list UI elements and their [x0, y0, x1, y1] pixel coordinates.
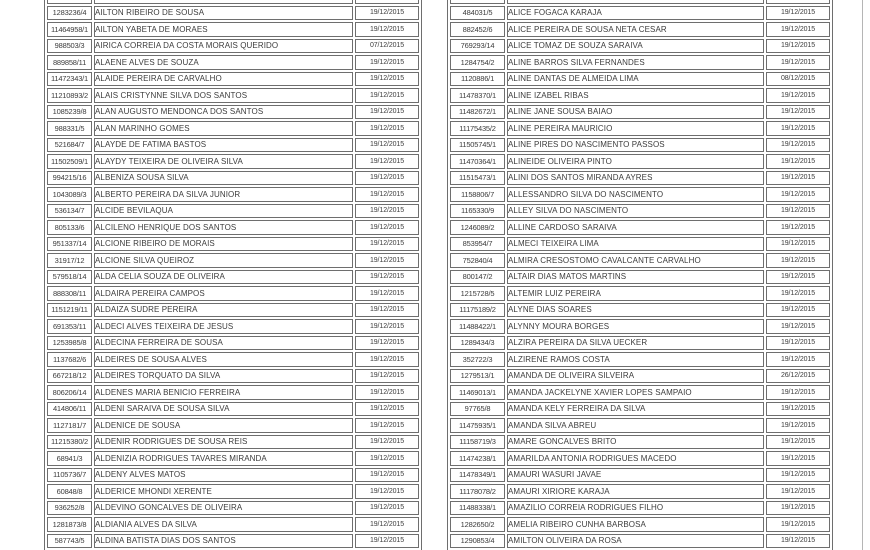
registration-number-cell: 1283236/4 — [47, 6, 92, 21]
registration-number-cell: 11482672/1 — [450, 105, 505, 120]
table-row — [450, 484, 830, 499]
registration-number-cell: 936252/8 — [47, 501, 92, 516]
registration-number-cell: 805133/6 — [47, 220, 92, 235]
name-cell: ALICE TOMAZ DE SOUZA SARAIVA — [507, 39, 764, 54]
table-row — [450, 39, 830, 54]
table-row — [47, 171, 419, 186]
registration-number-cell: 800147/2 — [450, 270, 505, 285]
name-cell: ALLINE CARDOSO SARAIVA — [507, 220, 764, 235]
name-cell: ALLESSANDRO SILVA DO NASCIMENTO — [507, 187, 764, 202]
table-row — [450, 105, 830, 120]
table-row — [47, 105, 419, 120]
registration-number-cell: 888308/11 — [47, 286, 92, 301]
date-cell: 19/12/2015 — [355, 6, 419, 21]
name-cell: AMARE GONCALVES BRITO — [507, 435, 764, 450]
date-cell: 19/12/2015 — [355, 22, 419, 37]
registration-number-cell: 1085239/8 — [47, 105, 92, 120]
registration-number-cell: 352722/3 — [450, 352, 505, 367]
table-row — [450, 418, 830, 433]
date-cell: 19/12/2015 — [766, 6, 830, 21]
registration-number-cell: 11178078/2 — [450, 484, 505, 499]
date-cell: 19/12/2015 — [766, 171, 830, 186]
registration-number-cell: 1284754/2 — [450, 55, 505, 70]
name-cell: ALAENE ALVES DE SOUZA — [94, 55, 353, 70]
table-row — [47, 88, 419, 103]
table-row — [47, 39, 419, 54]
registration-number-cell: 1137682/6 — [47, 352, 92, 367]
registration-number-cell: 11464958/1 — [47, 22, 92, 37]
date-cell: 07/12/2015 — [355, 39, 419, 54]
date-cell: 19/12/2015 — [766, 352, 830, 367]
registration-number-cell: 1043089/3 — [47, 187, 92, 202]
registration-number-cell: 1281873/8 — [47, 517, 92, 532]
table-row-clipped — [450, 0, 830, 4]
date-cell: 19/12/2015 — [766, 187, 830, 202]
name-cell: AMANDA SILVA ABREU — [507, 418, 764, 433]
date-cell: 19/12/2015 — [355, 253, 419, 268]
name-cell: ALTAIR DIAS MATOS MARTINS — [507, 270, 764, 285]
registration-number-cell: 414806/11 — [47, 402, 92, 417]
name-cell: ALLEY SILVA DO NASCIMENTO — [507, 204, 764, 219]
registration-number-cell: 11470364/1 — [450, 154, 505, 169]
date-cell: 19/12/2015 — [355, 72, 419, 87]
table-row — [450, 171, 830, 186]
table-row — [47, 121, 419, 136]
registration-number-cell: 11158719/3 — [450, 435, 505, 450]
date-cell: 19/12/2015 — [355, 88, 419, 103]
table-row — [47, 286, 419, 301]
table-row — [450, 220, 830, 235]
table-row — [450, 336, 830, 351]
name-cell: ALAN MARINHO GOMES — [94, 121, 353, 136]
registration-number-cell: 988331/5 — [47, 121, 92, 136]
table-row — [47, 253, 419, 268]
registration-number-cell: 951337/14 — [47, 237, 92, 252]
registration-number-cell: 11215380/2 — [47, 435, 92, 450]
name-cell: ALDENIZIA RODRIGUES TAVARES MIRANDA — [94, 451, 353, 466]
name-cell: ALINEIDE OLIVEIRA PINTO — [507, 154, 764, 169]
registration-number-cell: 11478349/1 — [450, 468, 505, 483]
table-row — [450, 88, 830, 103]
table-row — [47, 336, 419, 351]
table-row — [47, 369, 419, 384]
date-cell: 19/12/2015 — [355, 204, 419, 219]
date-cell: 19/12/2015 — [355, 121, 419, 136]
name-cell: ALCIDE BEVILAQUA — [94, 204, 353, 219]
name-cell: AMANDA KELY FERREIRA DA SILVA — [507, 402, 764, 417]
date-cell: 19/12/2015 — [766, 55, 830, 70]
date-cell: 19/12/2015 — [766, 105, 830, 120]
date-cell: 19/12/2015 — [355, 517, 419, 532]
date-cell: 19/12/2015 — [355, 55, 419, 70]
name-cell: ALZIRA PEREIRA DA SILVA UECKER — [507, 336, 764, 351]
name-cell: AMARILDA ANTONIA RODRIGUES MACEDO — [507, 451, 764, 466]
date-cell: 19/12/2015 — [766, 88, 830, 103]
registration-number-cell: 11175435/2 — [450, 121, 505, 136]
name-cell: AILTON RIBEIRO DE SOUSA — [94, 6, 353, 21]
date-cell: 19/12/2015 — [355, 187, 419, 202]
table-row — [450, 402, 830, 417]
name-cell: AMAURI XIRIORE KARAJA — [507, 484, 764, 499]
date-cell: 19/12/2015 — [766, 154, 830, 169]
registration-number-cell: 691353/11 — [47, 319, 92, 334]
registration-number-cell: 1289434/3 — [450, 336, 505, 351]
name-cell: ALINE PEREIRA MAURICIO — [507, 121, 764, 136]
table-row — [47, 270, 419, 285]
registration-number-cell: 11505745/1 — [450, 138, 505, 153]
registration-number-cell: 579518/14 — [47, 270, 92, 285]
registration-number-cell: 11475935/1 — [450, 418, 505, 433]
registration-number-cell: 769293/14 — [450, 39, 505, 54]
table-row — [47, 138, 419, 153]
registration-number-cell: 11488338/1 — [450, 501, 505, 516]
date-cell: 19/12/2015 — [766, 319, 830, 334]
date-cell: 19/12/2015 — [766, 468, 830, 483]
name-cell: ALDENIR RODRIGUES DE SOUSA REIS — [94, 435, 353, 450]
registration-number-cell: 994215/16 — [47, 171, 92, 186]
table-row — [47, 303, 419, 318]
name-cell: ALBERTO PEREIRA DA SILVA JUNIOR — [94, 187, 353, 202]
table-row — [47, 187, 419, 202]
table-row — [450, 237, 830, 252]
registration-number-cell: 1158806/7 — [450, 187, 505, 202]
name-cell: AMANDA DE OLIVEIRA SILVEIRA — [507, 369, 764, 384]
date-cell: 19/12/2015 — [355, 534, 419, 549]
date-cell: 26/12/2015 — [766, 369, 830, 384]
date-cell: 19/12/2015 — [355, 468, 419, 483]
date-cell: 19/12/2015 — [766, 418, 830, 433]
table-row — [450, 501, 830, 516]
name-cell: ALICE FOGACA KARAJA — [507, 6, 764, 21]
date-cell: 19/12/2015 — [766, 402, 830, 417]
table-row — [47, 484, 419, 499]
registration-number-cell: 1282650/2 — [450, 517, 505, 532]
date-cell: 19/12/2015 — [766, 451, 830, 466]
table-row — [47, 352, 419, 367]
date-cell: 19/12/2015 — [355, 270, 419, 285]
table-body-left — [47, 0, 419, 548]
registration-number-cell — [47, 0, 92, 4]
registration-number-cell: 1246089/2 — [450, 220, 505, 235]
name-cell: AMANDA JACKELYNE XAVIER LOPES SAMPAIO — [507, 385, 764, 400]
registration-number-cell: 752840/4 — [450, 253, 505, 268]
table-row — [47, 501, 419, 516]
name-cell: AIRICA CORREIA DA COSTA MORAIS QUERIDO — [94, 39, 353, 54]
name-cell: ALDENES MARIA BENICIO FERREIRA — [94, 385, 353, 400]
name-cell: ALINE PIRES DO NASCIMENTO PASSOS — [507, 138, 764, 153]
name-cell: AMILTON OLIVEIRA DA ROSA — [507, 534, 764, 549]
registration-number-cell: 1120886/1 — [450, 72, 505, 87]
table-row — [47, 204, 419, 219]
date-cell: 19/12/2015 — [766, 253, 830, 268]
table-row — [450, 138, 830, 153]
table-row — [450, 22, 830, 37]
name-cell: ALAIS CRISTYNNE SILVA DOS SANTOS — [94, 88, 353, 103]
registration-number-cell: 1290853/4 — [450, 534, 505, 549]
date-cell: 19/12/2015 — [355, 435, 419, 450]
name-cell: ALCILENO HENRIQUE DOS SANTOS — [94, 220, 353, 235]
table-row — [450, 121, 830, 136]
date-cell — [355, 0, 419, 4]
date-cell: 19/12/2015 — [355, 220, 419, 235]
registration-number-cell — [450, 0, 505, 4]
date-cell: 19/12/2015 — [355, 319, 419, 334]
registration-number-cell: 484031/5 — [450, 6, 505, 21]
table-row — [450, 253, 830, 268]
registration-number-cell: 587743/5 — [47, 534, 92, 549]
table-row — [450, 451, 830, 466]
date-cell: 19/12/2015 — [355, 303, 419, 318]
name-cell: ALMECI TEIXEIRA LIMA — [507, 237, 764, 252]
registration-number-cell: 1165330/9 — [450, 204, 505, 219]
table-row — [450, 6, 830, 21]
table-row — [47, 237, 419, 252]
date-cell: 19/12/2015 — [355, 385, 419, 400]
table-row — [47, 6, 419, 21]
table-row — [47, 468, 419, 483]
name-cell: ALDAIRA PEREIRA CAMPOS — [94, 286, 353, 301]
table-row — [47, 451, 419, 466]
table-row — [450, 517, 830, 532]
name-cell: AMAZILIO CORREIA RODRIGUES FILHO — [507, 501, 764, 516]
date-cell: 19/12/2015 — [766, 336, 830, 351]
registration-number-cell: 60848/8 — [47, 484, 92, 499]
date-cell: 19/12/2015 — [355, 105, 419, 120]
table-row — [450, 55, 830, 70]
table-row — [450, 204, 830, 219]
date-cell: 19/12/2015 — [355, 237, 419, 252]
registration-number-cell: 11210893/2 — [47, 88, 92, 103]
registration-number-cell: 1127181/7 — [47, 418, 92, 433]
date-cell: 19/12/2015 — [355, 154, 419, 169]
name-cell: ALDENY ALVES MATOS — [94, 468, 353, 483]
table-row — [47, 418, 419, 433]
name-cell — [507, 0, 764, 4]
date-cell: 19/12/2015 — [766, 121, 830, 136]
table-row — [47, 220, 419, 235]
name-cell: ALBENIZA SOUSA SILVA — [94, 171, 353, 186]
name-cell: ALINI DOS SANTOS MIRANDA AYRES — [507, 171, 764, 186]
registration-number-cell: 11502509/1 — [47, 154, 92, 169]
registration-number-cell: 1151219/11 — [47, 303, 92, 318]
table-row — [450, 303, 830, 318]
table-row — [450, 369, 830, 384]
name-cell: ALINE JANE SOUSA BAIAO — [507, 105, 764, 120]
date-cell: 19/12/2015 — [766, 517, 830, 532]
table-row-clipped — [47, 0, 419, 4]
table-row — [450, 468, 830, 483]
name-cell: ALDEVINO GONCALVES DE OLIVEIRA — [94, 501, 353, 516]
registration-number-cell: 68941/3 — [47, 451, 92, 466]
date-cell: 19/12/2015 — [766, 270, 830, 285]
registration-number-cell: 1215728/5 — [450, 286, 505, 301]
name-cell: ALDECINA FERREIRA DE SOUSA — [94, 336, 353, 351]
page-edge-line — [862, 0, 863, 550]
date-cell: 19/12/2015 — [355, 352, 419, 367]
date-cell: 08/12/2015 — [766, 72, 830, 87]
date-cell: 19/12/2015 — [766, 237, 830, 252]
name-cell: ALICE PEREIRA DE SOUSA NETA CESAR — [507, 22, 764, 37]
name-cell: AILTON YABETA DE MORAES — [94, 22, 353, 37]
table-row — [47, 435, 419, 450]
name-cell: ALYNNY MOURA BORGES — [507, 319, 764, 334]
table-body-right — [450, 0, 830, 548]
name-cell: ALDEIRES TORQUATO DA SILVA — [94, 369, 353, 384]
name-cell: ALMIRA CRESOSTOMO CAVALCANTE CARVALHO — [507, 253, 764, 268]
table-row — [47, 402, 419, 417]
date-cell — [766, 0, 830, 4]
date-cell: 19/12/2015 — [355, 171, 419, 186]
table-row — [450, 319, 830, 334]
table-row — [450, 435, 830, 450]
registration-number-cell: 521684/7 — [47, 138, 92, 153]
name-cell: ALZIRENE RAMOS COSTA — [507, 352, 764, 367]
date-cell: 19/12/2015 — [355, 484, 419, 499]
name-cell: AMELIA RIBEIRO CUNHA BARBOSA — [507, 517, 764, 532]
registration-number-cell: 1279513/1 — [450, 369, 505, 384]
table-row — [47, 385, 419, 400]
name-cell: ALDERICE MHONDI XERENTE — [94, 484, 353, 499]
registration-number-cell: 1105736/7 — [47, 468, 92, 483]
table-row — [450, 187, 830, 202]
name-cell: ALDIANIA ALVES DA SILVA — [94, 517, 353, 532]
name-list-table-left — [44, 0, 422, 550]
name-cell: ALDECI ALVES TEIXEIRA DE JESUS — [94, 319, 353, 334]
date-cell: 19/12/2015 — [355, 451, 419, 466]
table-row — [450, 352, 830, 367]
date-cell: 19/12/2015 — [766, 385, 830, 400]
date-cell: 19/12/2015 — [355, 369, 419, 384]
date-cell: 19/12/2015 — [766, 501, 830, 516]
table-row — [47, 534, 419, 549]
name-cell: ALCIONE SILVA QUEIROZ — [94, 253, 353, 268]
registration-number-cell: 11469013/1 — [450, 385, 505, 400]
table-row — [450, 154, 830, 169]
date-cell: 19/12/2015 — [766, 435, 830, 450]
date-cell: 19/12/2015 — [766, 286, 830, 301]
registration-number-cell: 988503/3 — [47, 39, 92, 54]
registration-number-cell: 853954/7 — [450, 237, 505, 252]
table-row — [47, 319, 419, 334]
name-cell: ALAYDY TEIXEIRA DE OLIVEIRA SILVA — [94, 154, 353, 169]
name-cell: ALDINA BATISTA DIAS DOS SANTOS — [94, 534, 353, 549]
name-cell: ALDENICE DE SOUSA — [94, 418, 353, 433]
name-cell — [94, 0, 353, 4]
name-cell: ALAYDE DE FATIMA BASTOS — [94, 138, 353, 153]
name-cell: ALINE IZABEL RIBAS — [507, 88, 764, 103]
registration-number-cell: 11472343/1 — [47, 72, 92, 87]
registration-number-cell: 667218/12 — [47, 369, 92, 384]
date-cell: 19/12/2015 — [766, 220, 830, 235]
name-cell: ALTEMIR LUIZ PEREIRA — [507, 286, 764, 301]
name-cell: AMAURI WASURI JAVAE — [507, 468, 764, 483]
date-cell: 19/12/2015 — [766, 39, 830, 54]
date-cell: 19/12/2015 — [766, 303, 830, 318]
date-cell: 19/12/2015 — [766, 204, 830, 219]
date-cell: 19/12/2015 — [355, 418, 419, 433]
table-row — [47, 55, 419, 70]
table-row — [47, 72, 419, 87]
registration-number-cell: 1253985/8 — [47, 336, 92, 351]
table-row — [450, 270, 830, 285]
table-row — [450, 72, 830, 87]
name-cell: ALAIDE PEREIRA DE CARVALHO — [94, 72, 353, 87]
registration-number-cell: 11474238/1 — [450, 451, 505, 466]
name-list-table-right — [447, 0, 833, 550]
date-cell: 19/12/2015 — [766, 534, 830, 549]
name-cell: ALDEIRES DE SOUSA ALVES — [94, 352, 353, 367]
name-cell: ALDENI SARAIVA DE SOUSA SILVA — [94, 402, 353, 417]
table-row — [450, 286, 830, 301]
table-row — [450, 534, 830, 549]
name-cell: ALYNE DIAS SOARES — [507, 303, 764, 318]
registration-number-cell: 11478370/1 — [450, 88, 505, 103]
date-cell: 19/12/2015 — [355, 138, 419, 153]
table-row — [47, 517, 419, 532]
registration-number-cell: 889858/11 — [47, 55, 92, 70]
name-cell: ALDAIZA SUDRE PEREIRA — [94, 303, 353, 318]
date-cell: 19/12/2015 — [355, 286, 419, 301]
date-cell: 19/12/2015 — [355, 336, 419, 351]
name-cell: ALINE BARROS SILVA FERNANDES — [507, 55, 764, 70]
name-cell: ALAN AUGUSTO MENDONCA DOS SANTOS — [94, 105, 353, 120]
name-cell: ALINE DANTAS DE ALMEIDA LIMA — [507, 72, 764, 87]
registration-number-cell: 806206/14 — [47, 385, 92, 400]
table-row — [47, 22, 419, 37]
name-cell: ALCIONE RIBEIRO DE MORAIS — [94, 237, 353, 252]
registration-number-cell: 11175189/2 — [450, 303, 505, 318]
date-cell: 19/12/2015 — [766, 22, 830, 37]
date-cell: 19/12/2015 — [355, 402, 419, 417]
date-cell: 19/12/2015 — [766, 138, 830, 153]
table-row — [47, 154, 419, 169]
date-cell: 19/12/2015 — [355, 501, 419, 516]
table-row — [450, 385, 830, 400]
name-cell: ALDA CELIA SOUZA DE OLIVEIRA — [94, 270, 353, 285]
registration-number-cell: 11515473/1 — [450, 171, 505, 186]
date-cell: 19/12/2015 — [766, 484, 830, 499]
registration-number-cell: 882452/6 — [450, 22, 505, 37]
registration-number-cell: 536134/7 — [47, 204, 92, 219]
registration-number-cell: 97765/8 — [450, 402, 505, 417]
registration-number-cell: 31917/12 — [47, 253, 92, 268]
registration-number-cell: 11488422/1 — [450, 319, 505, 334]
